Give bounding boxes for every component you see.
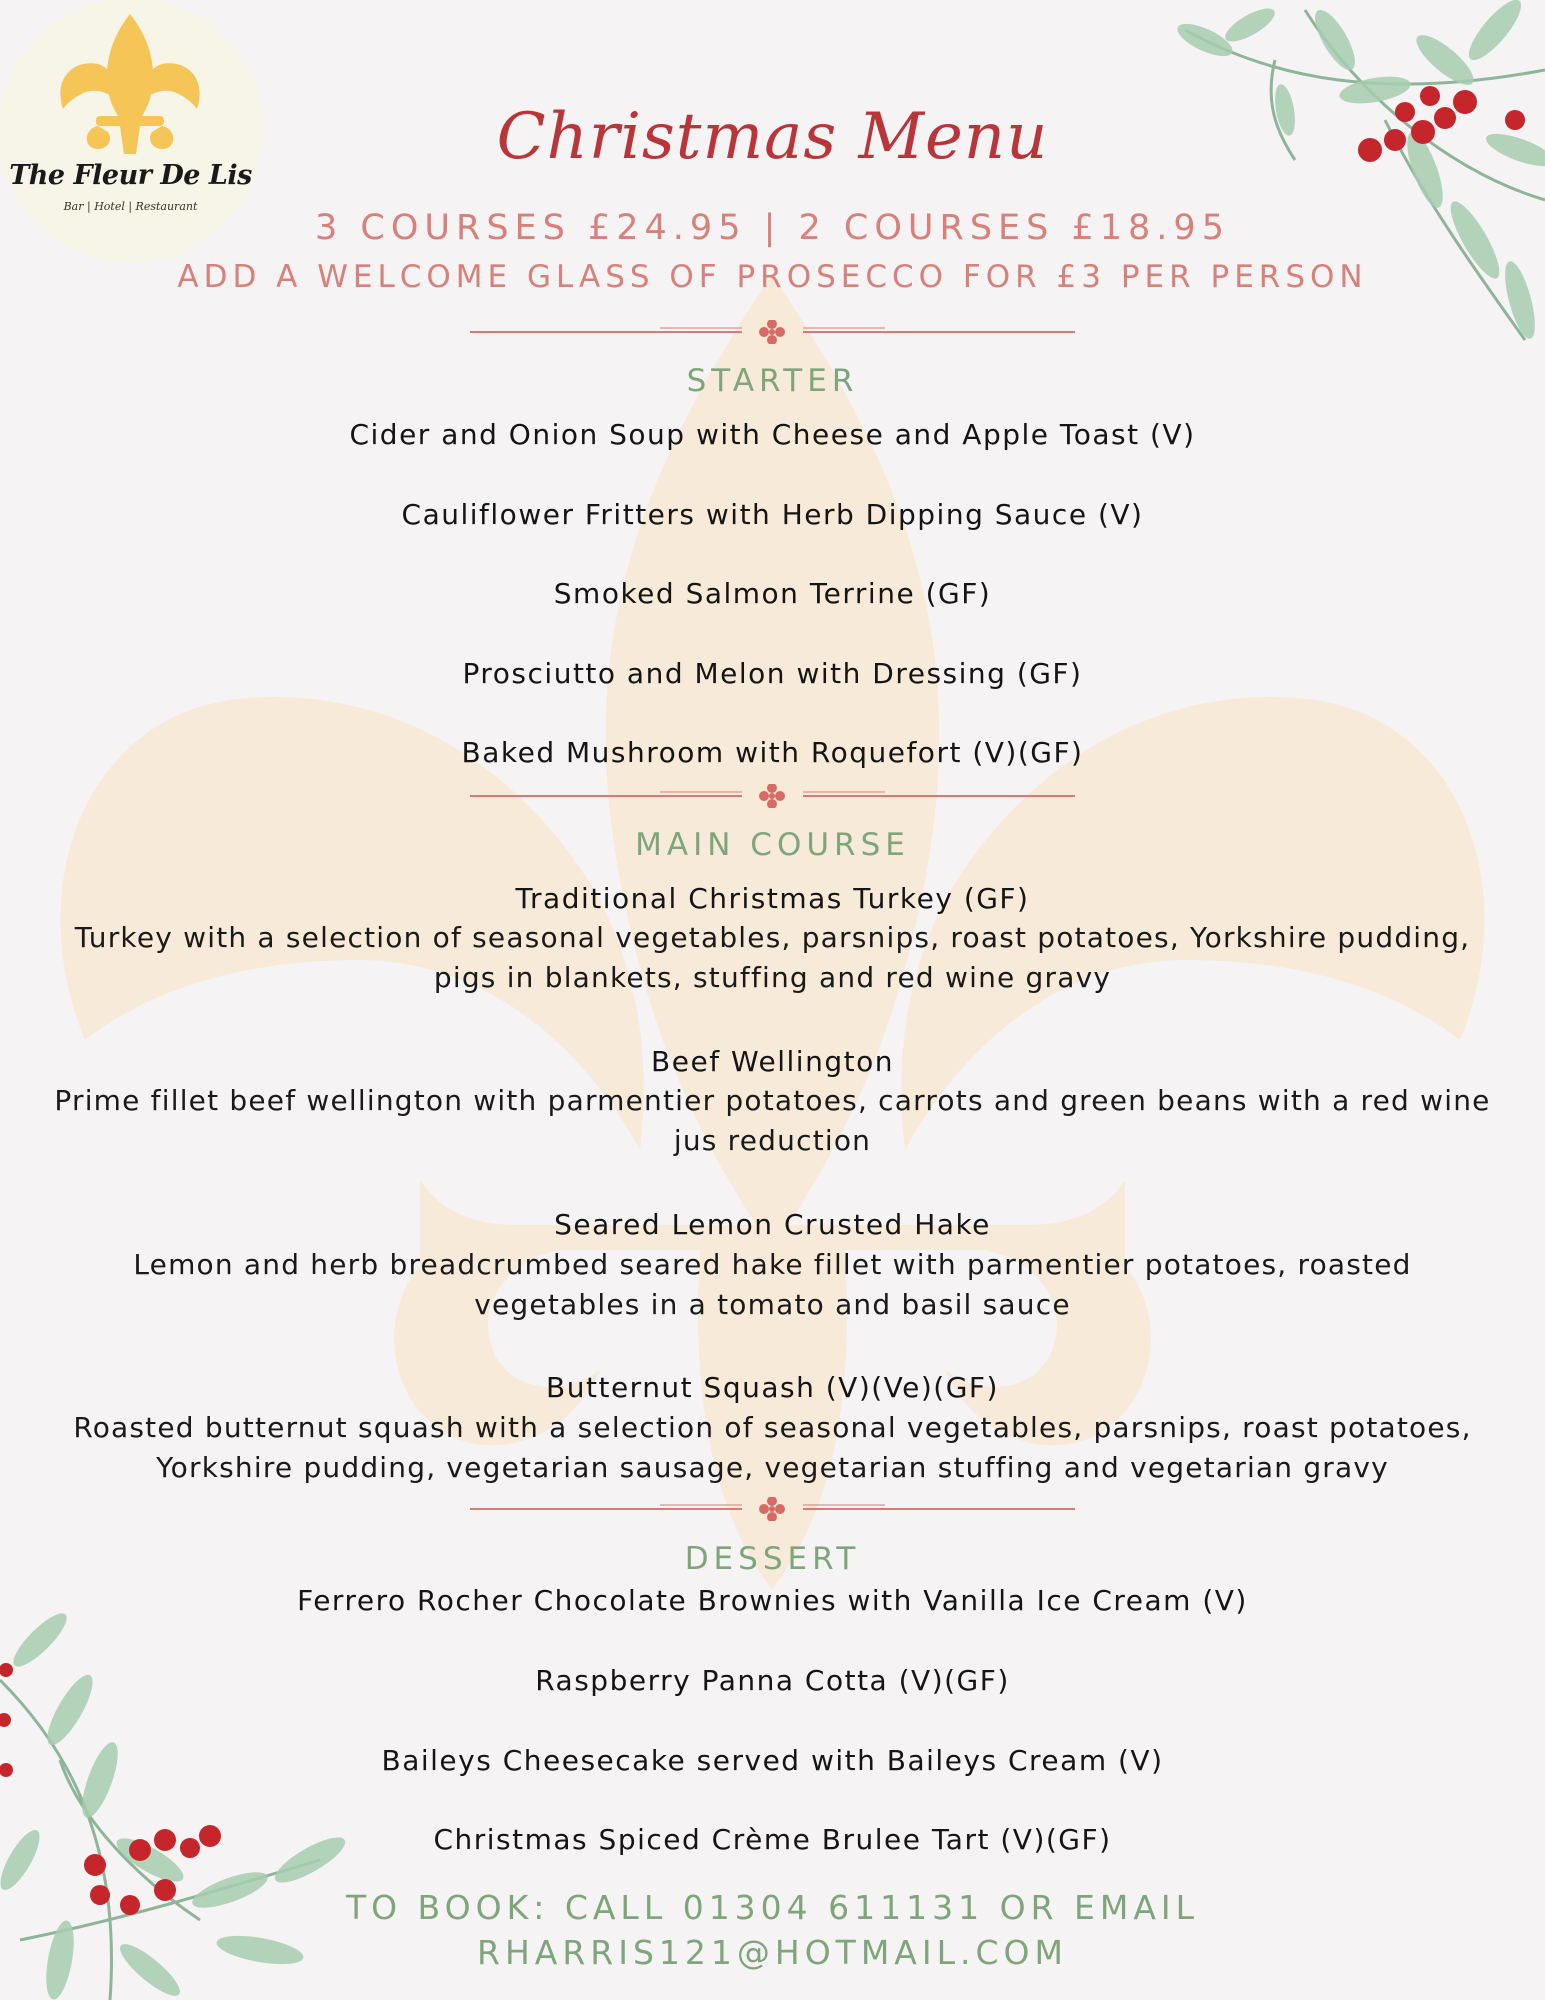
- course-pricing: 3 COURSES £24.95 | 2 COURSES £18.95: [315, 208, 1230, 248]
- dessert-item: Christmas Spiced Crème Brulee Tart (V)(GF): [433, 1823, 1112, 1856]
- starter-item: Baked Mushroom with Roquefort (V)(GF): [461, 736, 1084, 769]
- main-item-description: vegetables in a tomato and basil sauce: [474, 1288, 1071, 1321]
- main-item-description: pigs in blankets, stuffing and red wine gravy: [433, 961, 1112, 994]
- dessert-heading: DESSERT: [684, 1541, 861, 1577]
- holly-foliage-top-right: [1125, 0, 1545, 360]
- starter-item: Prosciutto and Melon with Dressing (GF): [462, 657, 1083, 690]
- main-item-title: Butternut Squash (V)(Ve)(GF): [546, 1371, 999, 1404]
- main-item-description: jus reduction: [673, 1124, 872, 1157]
- logo-name: The Fleur De Lis: [9, 160, 252, 191]
- main-item-title: Traditional Christmas Turkey (GF): [515, 882, 1030, 915]
- main-item-description: Turkey with a selection of seasonal vegetables, parsnips, roast potatoes, Yorkshire pudding,: [74, 921, 1471, 954]
- main-item-description: Prime fillet beef wellington with parmentier potatoes, carrots and green beans with a red wine: [54, 1084, 1491, 1117]
- main-item-title: Seared Lemon Crusted Hake: [554, 1208, 991, 1241]
- main-course-heading: MAIN COURSE: [635, 827, 910, 863]
- main-item-title: Beef Wellington: [651, 1045, 894, 1078]
- dessert-item: Baileys Cheesecake served with Baileys Cream (V): [381, 1744, 1164, 1777]
- menu-title: Christmas Menu: [496, 100, 1049, 174]
- main-item-description: Roasted butternut squash with a selection of seasonal vegetables, parsnips, roast potatoes,: [73, 1411, 1472, 1444]
- dessert-item: Ferrero Rocher Chocolate Brownies with Vanilla Ice Cream (V): [297, 1584, 1248, 1617]
- starter-heading: STARTER: [686, 363, 859, 399]
- ornament-divider: [470, 1497, 1075, 1521]
- prosecco-offer: ADD A WELCOME GLASS OF PROSECCO FOR £3 PER PERSON: [177, 259, 1368, 295]
- main-item-description: Yorkshire pudding, vegetarian sausage, vegetarian stuffing and vegetarian gravy: [156, 1451, 1389, 1484]
- ornament-divider: [470, 320, 1075, 344]
- starter-item: Smoked Salmon Terrine (GF): [553, 577, 992, 610]
- logo-subtitle: Bar | Hotel | Restaurant: [63, 200, 198, 213]
- booking-email[interactable]: RHARRIS121@HOTMAIL.COM: [477, 1933, 1068, 1972]
- booking-info: TO BOOK: CALL 01304 611131 OR EMAIL: [345, 1888, 1200, 1927]
- dessert-item: Raspberry Panna Cotta (V)(GF): [535, 1664, 1010, 1697]
- starter-item: Cider and Onion Soup with Cheese and Apple Toast (V): [349, 418, 1196, 451]
- starter-item: Cauliflower Fritters with Herb Dipping Sauce (V): [401, 498, 1144, 531]
- ornament-divider: [470, 784, 1075, 808]
- main-item-description: Lemon and herb breadcrumbed seared hake fillet with parmentier potatoes, roasted: [133, 1248, 1412, 1281]
